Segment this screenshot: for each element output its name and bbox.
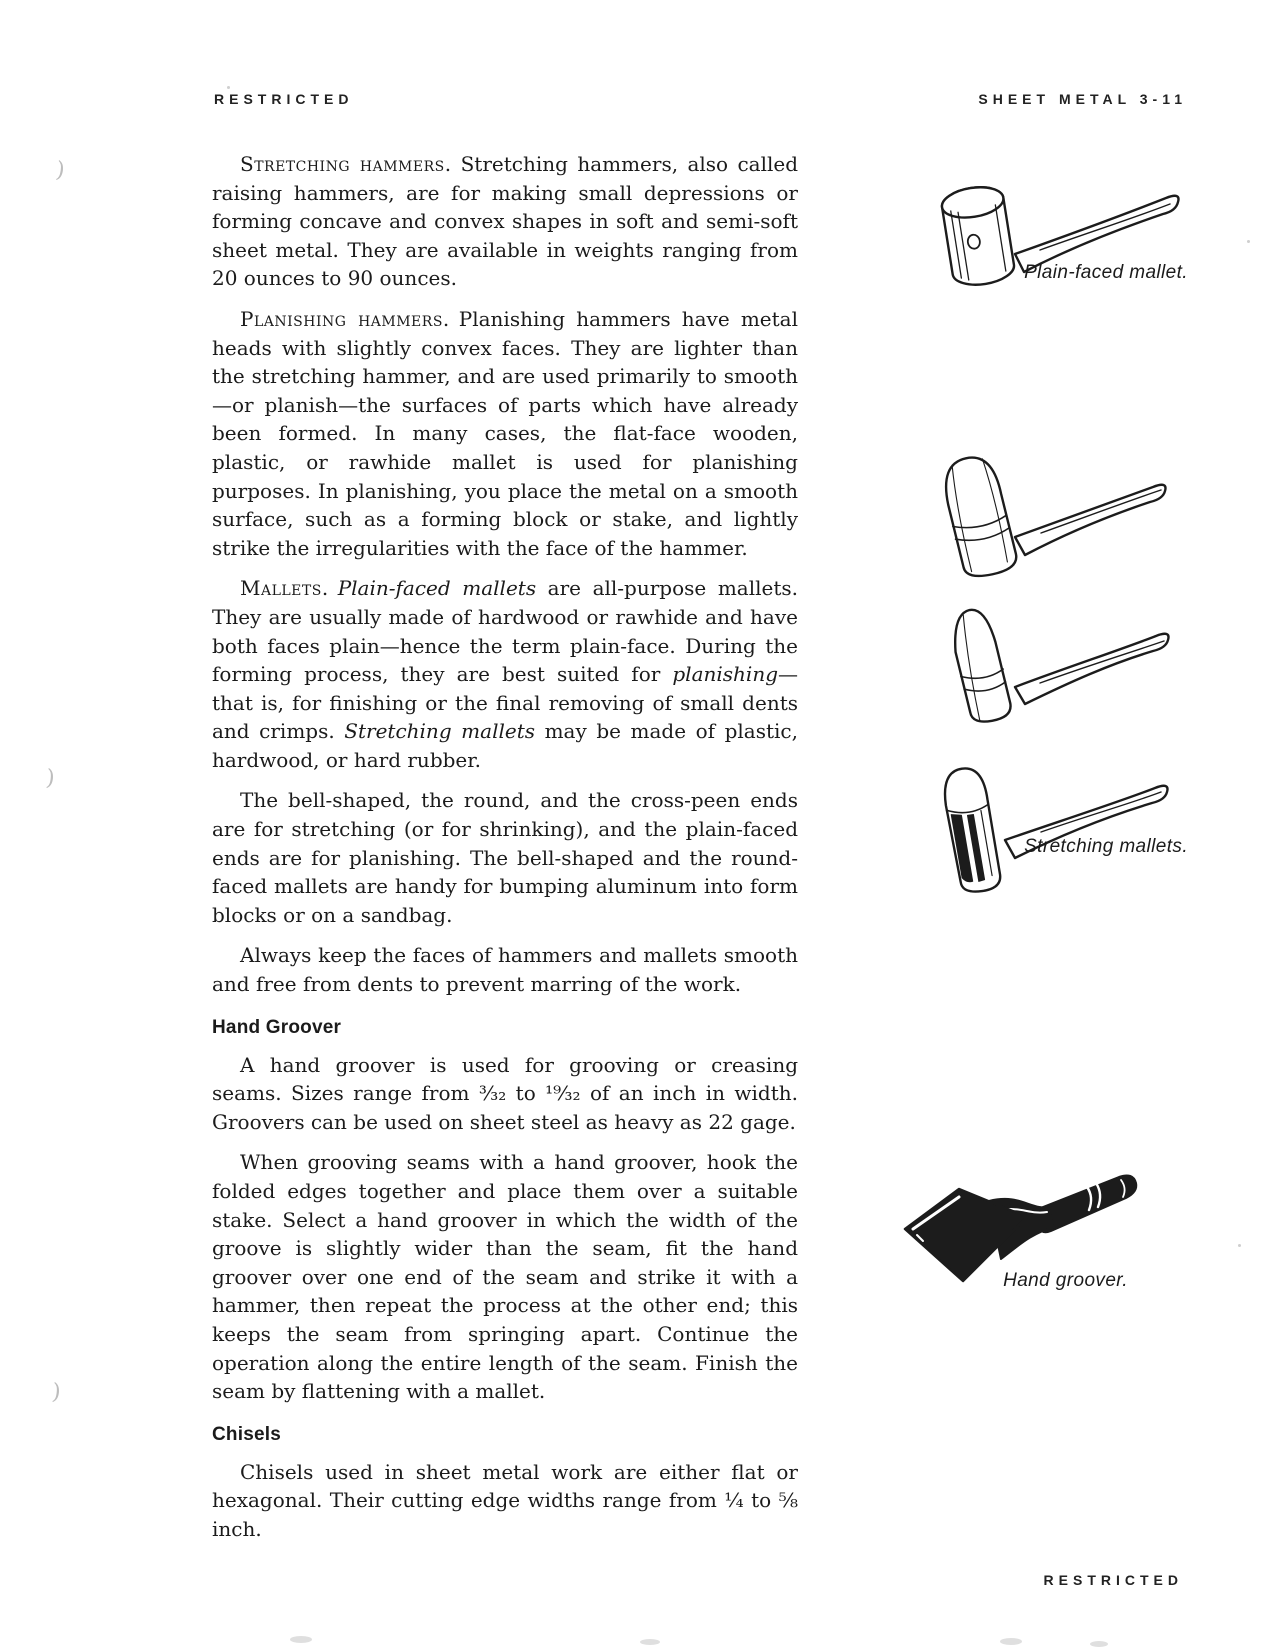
scan-speck — [1247, 240, 1250, 243]
paragraph: Chisels used in sheet metal work are either flat or hexagonal. Their cutting edge widths range from ¼ to ⅝ inch. — [212, 1459, 798, 1541]
section-heading: Hand Groover — [212, 1016, 342, 1038]
scan-smudge — [1000, 1638, 1022, 1645]
plain-faced-mallet-illustration — [918, 178, 1190, 306]
scan-speck — [1238, 1244, 1241, 1247]
section-heading: Chisels — [212, 1423, 281, 1445]
paragraph: Stretching hammers. Stretching hammers, also called raising hammers, are for making small depressions or forming concave and convex shapes in soft and semi-soft sheet metal. They are available in weights ranging from 20 ounces to 90 ounces. — [212, 152, 799, 291]
scan-mark: ) — [44, 765, 56, 792]
bell-mallet-illustration — [915, 443, 1181, 583]
caption-plain-faced-mallet: Plain-faced mallet. — [1024, 262, 1188, 283]
paragraph: When grooving seams with a hand groover, hook the folded edges together and place them over a suitable stake. Select a hand groover in which the width of the groove is slightly wider than the seam, fit the hand groover over one end of the seam and strike it with a hammer, then repeat the process at the other end; this keeps the seam from springing apart. Continue the operation along the entire length of the seam. Finish the seam by flattening with a mallet. — [212, 1150, 798, 1404]
scan-smudge — [290, 1636, 312, 1643]
scan-smudge — [640, 1639, 660, 1645]
paragraph: A hand groover is used for grooving or creasing seams. Sizes range from ³⁄₃₂ to ¹⁹⁄₃₂ of an inch in width. Groovers can be used on sheet steel as heavy as 22 gage. — [212, 1052, 798, 1134]
figure-stretching-mallet-bell — [915, 443, 1181, 583]
paragraph: The bell-shaped, the round, and the cross-peen ends are for stretching (or for shrinking), and the plain-faced ends are for planishing. The bell-shaped and the round-faced mallets are handy for bumping aluminum into form blocks or on a sandbag. — [212, 788, 798, 927]
caption-hand-groover: Hand groover. — [1003, 1270, 1128, 1291]
paragraph: Planishing hammers. Planishing hammers have metal heads with slightly convex faces. They are lighter than the stretching hammer, and are used primarily to smooth—or planish—the surfaces of parts which have already been formed. In many cases, the flat-face wooden, plastic, or rawhide mallet is used for planishing purposes. In planishing, you place the metal on a smooth surface, such as a forming block or stake, and lightly strike the irregularities with the face of the hammer. — [212, 306, 798, 560]
scan-mark: ) — [50, 1379, 62, 1406]
scan-smudge — [1090, 1641, 1108, 1647]
scan-mark: ) — [54, 157, 67, 184]
header-section-title: SHEET METAL 3-11 — [978, 91, 1187, 107]
text-column — [212, 150, 798, 1556]
paragraph-lead: Stretching hammers. — [240, 152, 452, 176]
striped-mallet-illustration — [913, 760, 1185, 892]
figure-stretching-mallet-pointed — [920, 600, 1180, 734]
paragraph: Always keep the faces of hammers and mallets smooth and free from dents to prevent marring of the work. — [212, 943, 798, 997]
paragraph: Mallets. Plain-faced mallets are all-purpose mallets. They are usually made of hardwood or rawhide and have both faces plain—hence the term plain-face. During the forming process, they are best suited for planishing—that is, for finishing or the final removing of small dents and crimps. Stretching mallets may be made of plastic, hardwood, or hard rubber. — [212, 576, 799, 772]
header-classification: RESTRICTED — [214, 91, 354, 107]
caption-stretching-mallets: Stretching mallets. — [1024, 836, 1188, 857]
figure-plain-faced-mallet — [918, 178, 1190, 306]
paragraph-lead: Planishing hammers. — [240, 306, 450, 331]
scan-speck — [227, 86, 230, 89]
footer-classification: RESTRICTED — [1043, 1572, 1183, 1588]
pointed-mallet-illustration — [920, 600, 1180, 734]
figure-stretching-mallet-striped — [913, 760, 1185, 892]
paragraph-lead: Mallets. — [240, 576, 329, 601]
